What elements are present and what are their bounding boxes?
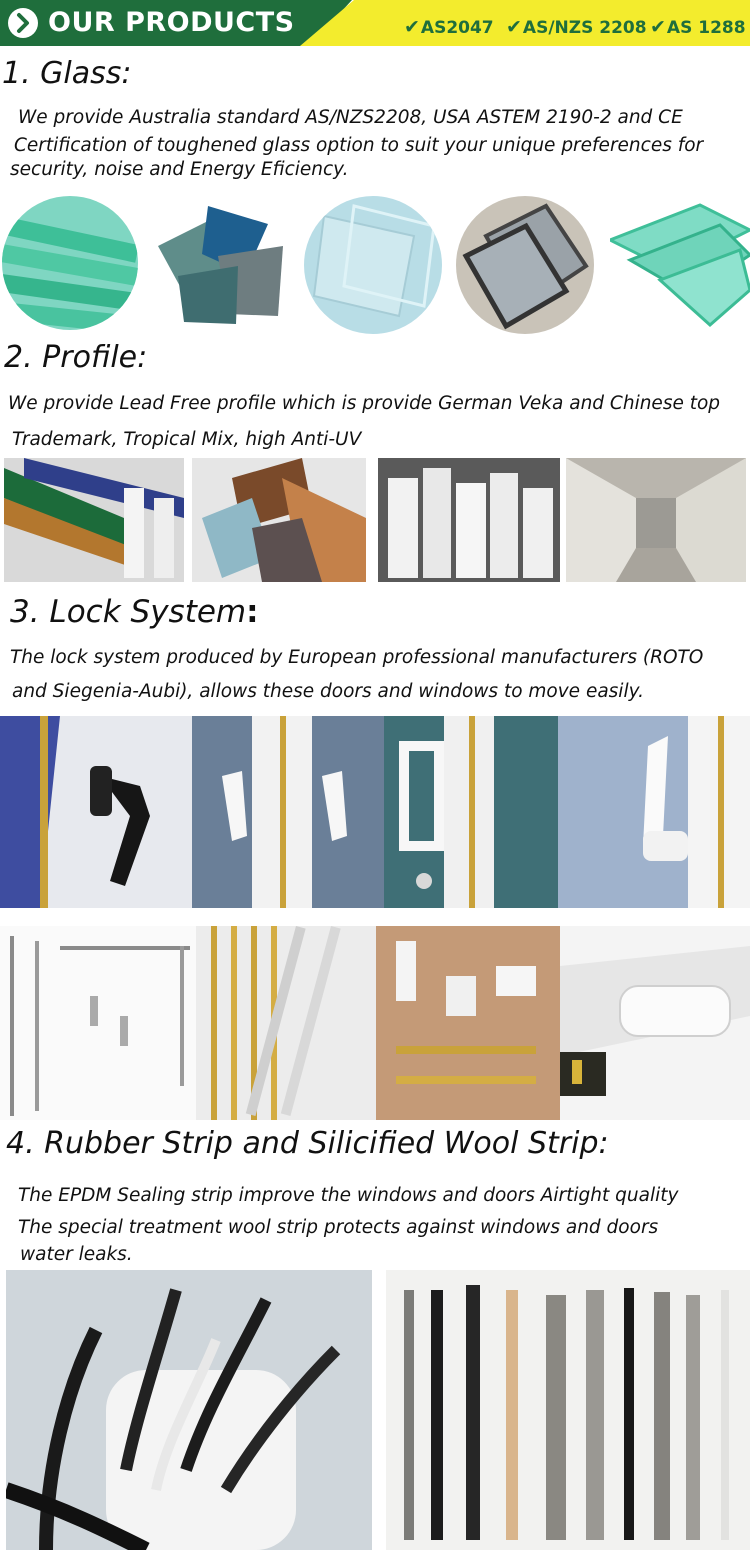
lock-photo-white-lever bbox=[558, 716, 750, 908]
section-heading-profile: 2. Profile: bbox=[4, 340, 148, 375]
cert-badge-as2047 bbox=[404, 16, 494, 38]
glass-photo-tinted-sheets bbox=[148, 206, 288, 326]
strip-photo-wool-piles bbox=[386, 1270, 750, 1550]
arrow-right-icon bbox=[8, 8, 38, 38]
products-banner bbox=[0, 0, 750, 46]
strip-desc-line-1: The EPDM Sealing strip improve the windows and doors Airtight quality bbox=[18, 1185, 679, 1206]
glass-desc-line-3: security, noise and Energy Eficiency. bbox=[10, 159, 349, 180]
glass-desc-line-2: Certification of toughened glass option to suit your unique preferences for bbox=[14, 135, 704, 156]
check-icon: ✔ bbox=[506, 16, 522, 38]
banner-title: OUR PRODUCTS bbox=[48, 7, 295, 38]
lock-desc-line-2: and Siegenia-Aubi), allows these doors and windows to move easily. bbox=[12, 681, 644, 702]
cert-badge-as1288 bbox=[650, 16, 746, 38]
strip-photo-rubber-seals bbox=[6, 1270, 372, 1550]
glass-photo-insulated bbox=[456, 196, 594, 334]
lock-photo-hardware-kit bbox=[0, 926, 196, 1120]
check-icon: ✔ bbox=[404, 16, 420, 38]
profile-desc-line-2: Trademark, Tropical Mix, high Anti-UV bbox=[12, 429, 362, 450]
cert-label: AS 1288 bbox=[666, 18, 746, 38]
strip-desc-line-2: The special treatment wool strip protects against windows and doors bbox=[18, 1217, 659, 1238]
section-heading-rubber-wool-strip: 4. Rubber Strip and Silicified Wool Strip: bbox=[6, 1126, 609, 1161]
lock-heading-colon: : bbox=[246, 594, 259, 630]
strip-desc-line-3: water leaks. bbox=[20, 1244, 133, 1265]
cert-label: AS/NZS 2208 bbox=[522, 18, 647, 38]
cert-label: AS2047 bbox=[420, 18, 494, 38]
lock-photo-corner-hinge bbox=[560, 926, 750, 1120]
glass-desc-line-1: We provide Australia standard AS/NZS2208, USA ASTEM 2190-2 and CE bbox=[18, 107, 683, 128]
lock-photo-white-handles bbox=[192, 716, 384, 908]
check-icon: ✔ bbox=[650, 16, 666, 38]
profile-photo-white-profiles bbox=[378, 458, 560, 582]
profile-desc-line-1: We provide Lead Free profile which is provide German Veka and Chinese top bbox=[8, 393, 721, 414]
profile-photo-warehouse bbox=[566, 458, 746, 582]
lock-photo-handle-board bbox=[376, 926, 560, 1120]
lock-photo-black-handle bbox=[0, 716, 192, 908]
section-heading-glass: 1. Glass: bbox=[2, 56, 132, 91]
lock-desc-line-1: The lock system produced by European professional manufacturers (ROTO bbox=[10, 647, 704, 668]
profile-photo-color-profiles bbox=[4, 458, 184, 582]
profile-photo-color-swatches bbox=[192, 458, 366, 582]
cert-badge-asnzs2208 bbox=[506, 16, 647, 38]
glass-photo-clear-panes bbox=[2, 196, 138, 330]
lock-heading-text: 3. Lock System bbox=[10, 594, 247, 630]
glass-photo-frosted bbox=[304, 196, 442, 334]
lock-photo-gold-espagnolettes bbox=[196, 926, 376, 1120]
section-heading-lock-system bbox=[10, 594, 259, 630]
lock-photo-pull-handle-key bbox=[384, 716, 558, 908]
glass-photo-stacked-panes bbox=[610, 200, 750, 330]
